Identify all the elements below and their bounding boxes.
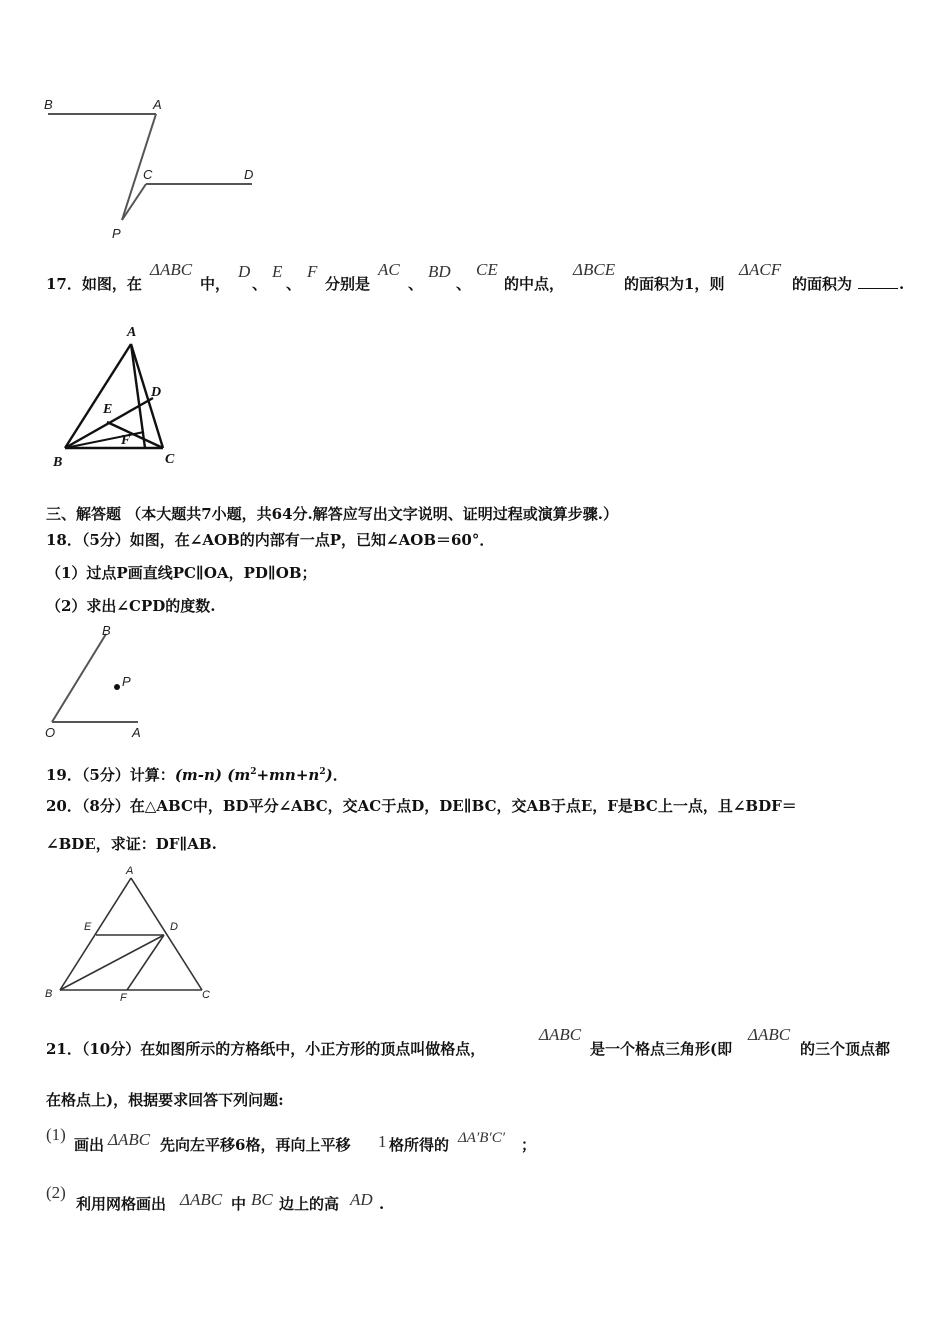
q17-bce: ΔBCE — [573, 260, 616, 279]
q17-d: D — [238, 262, 251, 281]
label-a: A — [132, 725, 141, 740]
line-ec — [107, 422, 163, 448]
q21-p2-abc: ΔABC — [180, 1190, 223, 1209]
q18-part1: （1）过点P画直线PC∥OA，PD∥OB； — [46, 564, 317, 582]
q17-sep3: 、 — [408, 275, 424, 293]
side-ab — [60, 878, 131, 990]
q21-p2-a: 利用网格画出 — [76, 1195, 167, 1213]
q17-sep2: 、 — [286, 275, 302, 293]
q19-exp2: 2 — [319, 767, 326, 777]
q19-prefix: 19．（5分）计算： — [46, 766, 175, 784]
q21-abc1: ΔABC — [539, 1025, 582, 1044]
line-bd — [60, 935, 164, 990]
q17-fenbie: 分别是 — [325, 275, 371, 293]
q20-line2: ∠BDE，求证：DF∥AB. — [46, 835, 217, 853]
label-f: F — [120, 992, 127, 1004]
figure-q20 — [40, 862, 220, 1004]
q17-sep4: 、 — [456, 275, 472, 293]
label-e: E — [103, 402, 113, 417]
q17-abc: ΔABC — [150, 260, 193, 279]
side-ac — [131, 878, 202, 990]
label-c: C — [165, 452, 175, 467]
q21-p1-a: 画出 — [74, 1136, 105, 1154]
label-p: P — [112, 226, 121, 241]
label-p: P — [122, 674, 131, 689]
label-d: D — [151, 385, 162, 400]
line-pc — [122, 184, 146, 220]
q17-area1: 的面积为1，则 — [624, 275, 725, 293]
q19-exp1: 2 — [250, 767, 257, 777]
q21-p2-end: . — [379, 1195, 385, 1213]
q21-mid: 是一个格点三角形(即 — [590, 1040, 733, 1058]
q17-ce: CE — [476, 260, 498, 279]
q21-p2-ad: AD — [350, 1190, 373, 1209]
q21-p2-bc: BC — [251, 1190, 273, 1209]
label-f: F — [121, 433, 131, 448]
q17-acf: ΔACF — [739, 260, 782, 279]
line-df — [127, 935, 164, 990]
q19-expr2b: +mn+n — [256, 766, 320, 784]
q21-p1-one: 1 — [378, 1132, 387, 1151]
q18-stem: 18．（5分）如图，在∠AOB的内部有一点P，已知∠AOB＝60°． — [46, 531, 495, 549]
label-o: O — [45, 725, 56, 740]
q20-line1: 20．（8分）在△ABC中，BD平分∠ABC，交AC于点D，DE∥BC，交AB于点E，F是BC上一点，且∠BDF＝ — [46, 797, 797, 815]
label-e: E — [84, 921, 92, 933]
q19-end: ． — [332, 766, 348, 784]
label-b: B — [102, 623, 111, 638]
label-c: C — [143, 167, 153, 182]
q17-sep1: 、 — [252, 275, 268, 293]
q19-expr2c: ) — [325, 766, 333, 784]
q21-p2-b: 中 — [231, 1195, 247, 1213]
label-a: A — [127, 325, 137, 340]
q21-p1-abc: ΔABC — [108, 1130, 151, 1149]
q21-suffix: 的三个顶点都 — [800, 1040, 891, 1058]
q21-p1-end: ； — [521, 1136, 537, 1154]
q21-p1-num: (1) — [46, 1125, 66, 1144]
point-p — [114, 684, 120, 690]
figure-q16 — [40, 92, 270, 244]
label-c: C — [202, 989, 210, 1001]
label-d: D — [170, 921, 178, 933]
label-b: B — [45, 988, 53, 1000]
section-3-heading: 三、解答题 （本大题共7小题，共64分.解答应写出文字说明、证明过程或演算步骤.） — [46, 505, 618, 523]
q21-p2-c: 边上的高 — [279, 1195, 340, 1213]
q21-line2: 在格点上)，根据要求回答下列问题: — [46, 1091, 284, 1109]
q21-p1-b: 先向左平移6格，再向上平移 — [160, 1136, 351, 1154]
q21-p1-res: ΔA′B′C′ — [458, 1130, 505, 1146]
q21-prefix: 21．（10分）在如图所示的方格纸中，小正方形的顶点叫做格点， — [46, 1040, 486, 1058]
label-a: A — [126, 865, 134, 877]
label-d: D — [244, 167, 254, 182]
figure-q17 — [45, 320, 195, 472]
q19-expr1: (m-n) — [174, 766, 223, 784]
q17-zhong: 中， — [200, 275, 231, 293]
q17-area2: 的面积为 — [792, 275, 853, 293]
label-b: B — [44, 97, 53, 112]
q17-bd: BD — [428, 262, 451, 281]
q21-abc2: ΔABC — [748, 1025, 791, 1044]
q17-blank — [858, 274, 898, 294]
q17-f: F — [307, 262, 318, 281]
figure-q18 — [42, 620, 152, 742]
q18-part2: （2）求出∠CPD的度数. — [46, 597, 216, 615]
q17-end: . — [899, 275, 905, 293]
q19-expr2a: (m — [227, 766, 251, 784]
q17-midpoint: 的中点， — [504, 275, 565, 293]
ray-ob — [52, 634, 106, 722]
label-a: A — [153, 97, 162, 112]
q17-number: 17．如图，在 — [46, 275, 142, 293]
q21-p2-num: (2) — [46, 1183, 66, 1202]
q17-e: E — [272, 262, 283, 281]
q21-p1-c: 格所得的 — [389, 1136, 450, 1154]
label-b: B — [53, 455, 63, 470]
q17-ac: AC — [378, 260, 400, 279]
q19 — [46, 762, 348, 785]
